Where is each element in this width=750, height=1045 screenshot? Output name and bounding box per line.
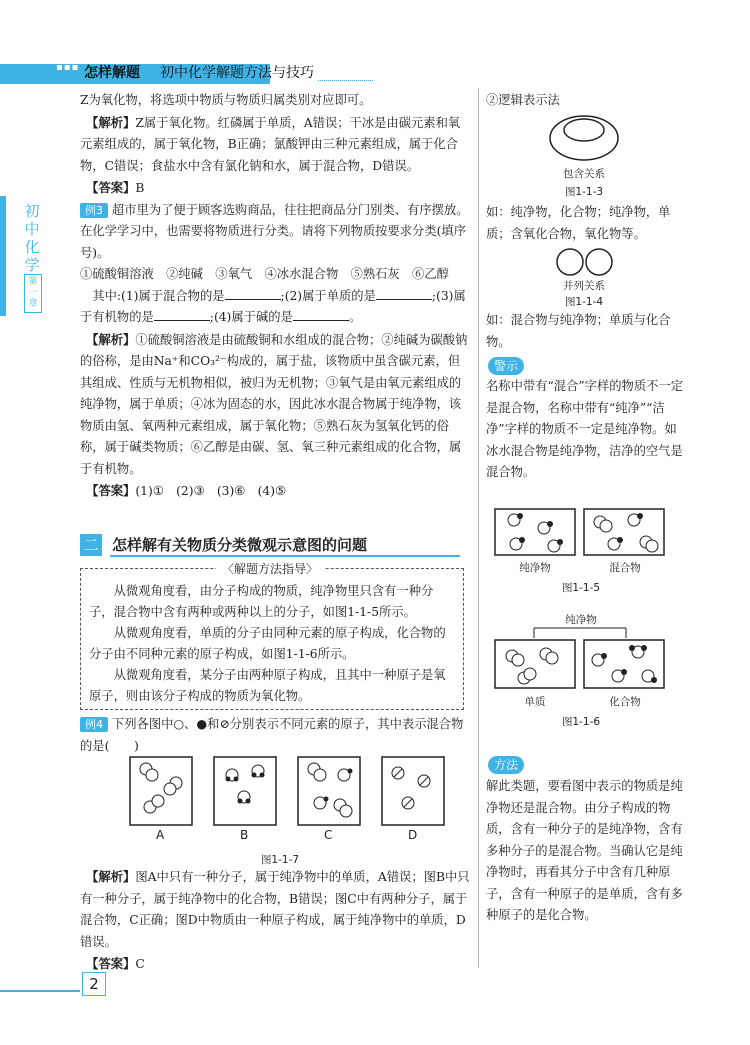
page-number: 2: [82, 972, 106, 996]
figure-caption: 图1-1-3: [564, 186, 604, 198]
figure-panel-d: [382, 757, 444, 825]
method-guide-label: 〈解题方法指导〉: [216, 560, 324, 577]
header-line: [318, 80, 373, 81]
example-3: 例3 超市里为了便于顾客选购商品，往往把商品分门别类、有序摆放。在化学学习中，也需要将物质进行分类。请将下列物质按要求分类(填序号)。: [80, 202, 469, 260]
right-text: ②逻辑表示法: [486, 93, 560, 107]
example-3-answer: 【答案】(1)① (2)③ (3)⑥ (4)⑤: [92, 483, 287, 498]
right-text: 如：混合物与纯净物；单质与化合物。: [486, 313, 671, 349]
figure-1-1-3: [546, 112, 622, 164]
right-text: 如：纯净物，化合物；纯净物，单质；含氧化合物，氧化物等。: [486, 205, 671, 241]
paragraph: Z为氧化物，将选项中物质与物质归属类别对应即可。: [80, 93, 372, 107]
header-dots: ▪▪▪: [56, 62, 80, 73]
header-title: 怎样解题: [84, 65, 140, 81]
warning-text: 名称中带有“混合”字样的物质不一定是混合物，名称中带有“纯净”“洁净”字样的物质不一定是纯净物。如冰水混合物是纯净物，洁净的空气是混合物。: [486, 379, 684, 479]
section-title: 怎样解有关物质分类微观示意图的问题: [112, 536, 368, 554]
header-subtitle: 初中化学解题方法与技巧: [160, 65, 314, 81]
figure-label: 纯净物: [519, 562, 551, 574]
figure-1-1-7: [128, 755, 448, 865]
figure-caption: 图1-1-6: [561, 716, 601, 728]
analysis-paragraph: 【解析】Z属于氧化物。红磷属于单质，A错误；干冰是由碳元素和氧元素组成的，属于氧化物，B正确；氯酸钾由三种元素组成，属于化合物，C错误；食盐水中含有氯化钠和水，属于混合物，D错误。: [80, 114, 461, 173]
method-tag: 方法: [488, 754, 524, 774]
section-heading: [80, 534, 460, 556]
figure-panel-a: [130, 757, 192, 825]
footer-bar: [0, 990, 80, 992]
figure-label: 单质: [524, 696, 546, 708]
figure-panel-b: [214, 757, 276, 825]
figure-caption: 图1-1-5: [561, 582, 601, 594]
method-text: 解此类题，要看图中表示的物质是纯净物还是混合物。由分子构成的物质，含有一种分子的是纯净物，含有多种分子的是混合物。当确认它是纯净物时，再看其分子中含有几种原子，含有一种原子的是单质，含有多种原子的是化合物。: [486, 779, 683, 922]
side-tab-subject: 初中化学: [24, 202, 40, 274]
figure-label: 纯净物: [565, 614, 597, 626]
page-header: [0, 58, 750, 86]
figure-panel-c: [298, 757, 360, 825]
example-3-items: ①硫酸铜溶液 ②纯碱 ③氧气 ④冰水混合物 ⑤熟石灰 ⑥乙醇: [80, 267, 449, 281]
figure-label: 包含关系: [563, 168, 605, 180]
figure-label: 化合物: [609, 696, 641, 708]
section-number: 二: [80, 534, 102, 556]
example-tag: 例4: [80, 717, 108, 732]
right-column: [486, 90, 686, 112]
method-guide-box: [80, 562, 464, 710]
chapter-side-tab: [0, 196, 64, 316]
figure-label: 并列关系: [563, 280, 605, 292]
example-4: 例4 下列各图中○、●和⊘分别表示不同元素的原子，其中表示混合物的是( ): [80, 717, 464, 753]
figure-caption: 图1-1-7: [260, 854, 300, 866]
side-tab-chapter: 第一章: [24, 274, 42, 313]
figure-label: C: [324, 828, 333, 842]
example-tag: 例3: [80, 203, 108, 218]
figure-1-1-5: [494, 508, 666, 556]
guide-paragraph: 从微观角度看，某分子由两种原子构成，且其中一种原子是氧原子，则由该分子构成的物质为氧化物。: [89, 668, 446, 703]
answer-paragraph: 【答案】B: [92, 180, 145, 195]
example-4-analysis: 【解析】图A中只有一种分子，属于纯净物中的单质，A错误；图B中只有一种分子，属于纯净物中的化合物，B错误；图C中有两种分子，属于混合物，C正确；图D中物质由一种原子构成，属于纯净物中的单质，D错误。 【答案】C: [80, 869, 470, 971]
column-divider: [478, 88, 479, 968]
figure-label: B: [240, 828, 249, 842]
figure-1-1-4: [554, 248, 616, 278]
main-column: [80, 90, 470, 503]
guide-paragraph: 从微观角度看，由分子构成的物质，纯净物里只含有一种分子，混合物中含有两种或两种以上的分子，如图1-1-5所示。: [89, 584, 434, 619]
warning-tag: 警示: [488, 355, 524, 375]
guide-paragraph: 从微观角度看，单质的分子由同种元素的原子构成，化合物的分子由不同种元素的原子构成，如图1-1-6所示。: [89, 626, 446, 661]
figure-label: A: [156, 828, 165, 842]
figure-caption: 图1-1-4: [564, 296, 604, 308]
figure-1-1-6: [494, 626, 666, 690]
figure-label: D: [408, 828, 418, 842]
example-3-analysis: 【解析】①硫酸铜溶液是由硫酸铜和水组成的混合物；②纯碱为碳酸钠的俗称，是由Na⁺和CO₃²⁻构成的，属于盐，该物质中虽含碳元素，但其组成、性质与无机物相似，被归为无机物；③氧气是由氧元素组成的纯净物，属于单质；④冰为固态的水，因此冰水混合物属于纯净物，该物质由氢、氧两种元素组成，属于氧化物；⑤熟石灰为氢氧化钙的俗称，属于碱类物质；⑥乙醇是由碳、氢、氧三种元素组成的化合物，属于有机物。: [80, 331, 468, 476]
example-3-questions: 其中:(1)属于混合物的是 ;(2)属于单质的是 ;(3)属于有机物的是 ;(4)属于碱的是 。: [80, 288, 466, 324]
figure-label: 混合物: [609, 562, 641, 574]
